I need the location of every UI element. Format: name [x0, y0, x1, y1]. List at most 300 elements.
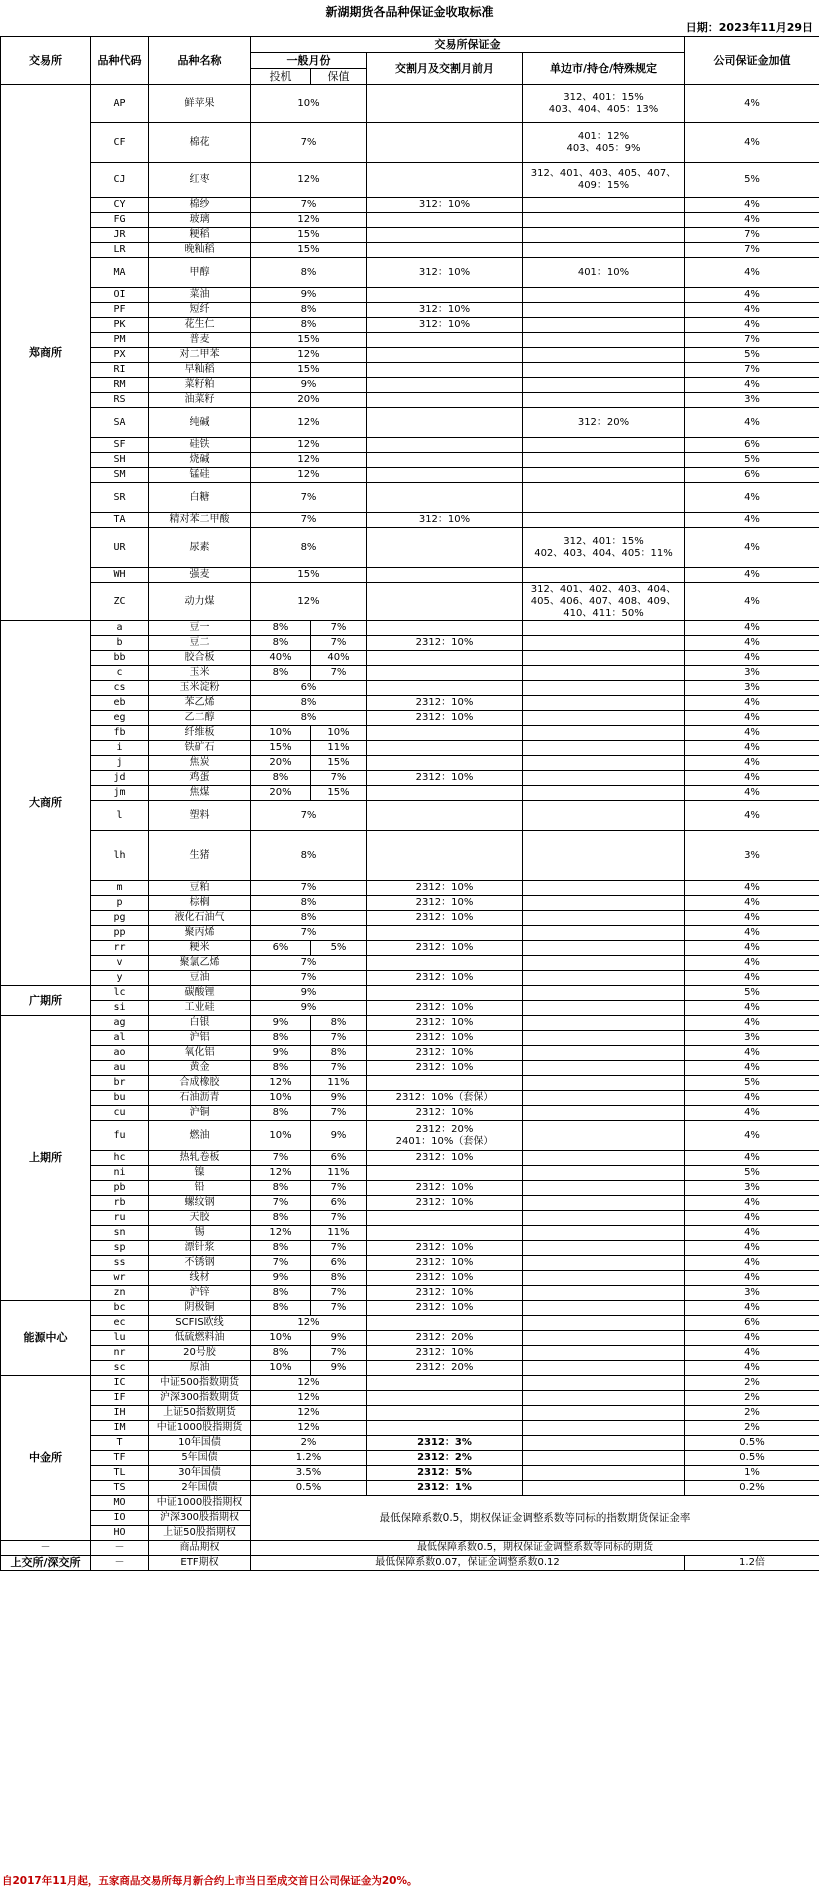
special-cell	[523, 756, 685, 771]
code-cell: SH	[91, 453, 149, 468]
delivery-cell	[367, 85, 523, 123]
special-cell	[523, 1256, 685, 1271]
delivery-cell: 2312：10%	[367, 1106, 523, 1121]
name-cell: 碳酸锂	[149, 986, 251, 1001]
table-row	[1, 696, 819, 711]
special-cell	[523, 711, 685, 726]
table-row	[1, 971, 819, 986]
delivery-cell: 2312：10%	[367, 1286, 523, 1301]
spec-cell: 8%	[251, 1106, 311, 1121]
general-cell: 7%	[251, 926, 367, 941]
special-cell	[523, 1286, 685, 1301]
company-add-cell: 4%	[685, 1271, 819, 1286]
hedge-cell: 7%	[311, 771, 367, 786]
delivery-cell	[367, 213, 523, 228]
name-cell: 豆油	[149, 971, 251, 986]
code-cell: ZC	[91, 583, 149, 621]
code-cell: TF	[91, 1451, 149, 1466]
table-row	[1, 1121, 819, 1151]
exchange-cell: 大商所	[1, 621, 91, 986]
table-row	[1, 303, 819, 318]
general-cell: 12%	[251, 453, 367, 468]
delivery-cell	[367, 956, 523, 971]
code-cell: p	[91, 896, 149, 911]
delivery-cell: 2312：10%	[367, 881, 523, 896]
delivery-cell	[367, 651, 523, 666]
company-add-cell: 6%	[685, 438, 819, 453]
code-cell: ec	[91, 1316, 149, 1331]
table-row	[1, 1541, 819, 1556]
special-cell	[523, 303, 685, 318]
name-cell: 锡	[149, 1226, 251, 1241]
name-cell: 上证50指数期货	[149, 1406, 251, 1421]
company-add-cell: 4%	[685, 1016, 819, 1031]
special-cell	[523, 243, 685, 258]
general-cell: 8%	[251, 696, 367, 711]
general-cell: 8%	[251, 303, 367, 318]
table-row	[1, 911, 819, 926]
table-row	[1, 198, 819, 213]
delivery-cell: 2312：10%	[367, 1196, 523, 1211]
company-add-cell: 4%	[685, 786, 819, 801]
code-cell: IF	[91, 1391, 149, 1406]
header-exchange-margin: 交易所保证金	[251, 37, 685, 53]
special-cell	[523, 1046, 685, 1061]
company-add-cell: 4%	[685, 288, 819, 303]
table-row	[1, 726, 819, 741]
general-cell: 7%	[251, 881, 367, 896]
delivery-cell	[367, 453, 523, 468]
table-row	[1, 483, 819, 513]
spec-cell: 12%	[251, 1076, 311, 1091]
code-cell: cu	[91, 1106, 149, 1121]
company-add-cell: 4%	[685, 568, 819, 583]
company-add-cell: 4%	[685, 741, 819, 756]
name-cell: 红枣	[149, 163, 251, 198]
table-row	[1, 258, 819, 288]
company-add-cell: 7%	[685, 363, 819, 378]
special-cell	[523, 1436, 685, 1451]
company-add-cell: 4%	[685, 483, 819, 513]
special-cell	[523, 831, 685, 881]
name-cell: 乙二醇	[149, 711, 251, 726]
general-cell: 12%	[251, 348, 367, 363]
special-cell	[523, 1466, 685, 1481]
company-add-cell: 3%	[685, 393, 819, 408]
header-spec: 投机	[251, 69, 311, 85]
code-cell: hc	[91, 1151, 149, 1166]
spec-cell: 8%	[251, 1286, 311, 1301]
delivery-cell: 2312：10%	[367, 1061, 523, 1076]
code-cell: rr	[91, 941, 149, 956]
name-cell: 纯碱	[149, 408, 251, 438]
delivery-cell	[367, 483, 523, 513]
delivery-cell	[367, 786, 523, 801]
table-row	[1, 408, 819, 438]
company-add-cell: 3%	[685, 1286, 819, 1301]
general-cell: 15%	[251, 333, 367, 348]
company-add-cell: 7%	[685, 228, 819, 243]
special-cell	[523, 1151, 685, 1166]
etf-options-text: 最低保障系数0.07，保证金调整系数0.12	[251, 1556, 685, 1571]
delivery-cell	[367, 363, 523, 378]
table-row	[1, 621, 819, 636]
company-add-cell: 4%	[685, 881, 819, 896]
name-cell: 2年国债	[149, 1481, 251, 1496]
hedge-cell: 11%	[311, 1166, 367, 1181]
special-cell	[523, 513, 685, 528]
code-cell: al	[91, 1031, 149, 1046]
company-add-cell: 3%	[685, 1181, 819, 1196]
code-cell: －	[91, 1556, 149, 1571]
table-row	[1, 163, 819, 198]
general-cell: 15%	[251, 363, 367, 378]
code-cell: IO	[91, 1511, 149, 1526]
special-cell	[523, 986, 685, 1001]
general-cell: 0.5%	[251, 1481, 367, 1496]
name-cell: 粳稻	[149, 228, 251, 243]
table-row	[1, 1046, 819, 1061]
company-add-cell: 2%	[685, 1391, 819, 1406]
special-cell	[523, 1226, 685, 1241]
company-add-cell: 6%	[685, 468, 819, 483]
table-row	[1, 568, 819, 583]
table-row	[1, 1436, 819, 1451]
name-cell: 上证50股指期权	[149, 1526, 251, 1541]
company-add-cell: 2%	[685, 1376, 819, 1391]
table-row	[1, 926, 819, 941]
hedge-cell: 7%	[311, 1031, 367, 1046]
table-row	[1, 681, 819, 696]
delivery-cell	[367, 741, 523, 756]
company-add-cell: 2%	[685, 1421, 819, 1436]
special-cell	[523, 1076, 685, 1091]
delivery-cell	[367, 1376, 523, 1391]
table-row	[1, 1061, 819, 1076]
code-cell: jd	[91, 771, 149, 786]
name-cell: 短纤	[149, 303, 251, 318]
company-add-cell: 4%	[685, 1151, 819, 1166]
delivery-cell: 2312：10%	[367, 971, 523, 986]
name-cell: 工业硅	[149, 1001, 251, 1016]
name-cell: 铅	[149, 1181, 251, 1196]
hedge-cell: 6%	[311, 1151, 367, 1166]
delivery-cell: 2312：10%	[367, 1346, 523, 1361]
name-cell: 豆二	[149, 636, 251, 651]
name-cell: 不锈钢	[149, 1256, 251, 1271]
code-cell: T	[91, 1436, 149, 1451]
table-row	[1, 1391, 819, 1406]
name-cell: 沪铜	[149, 1106, 251, 1121]
special-cell	[523, 378, 685, 393]
header-name: 品种名称	[149, 37, 251, 85]
table-row	[1, 831, 819, 881]
delivery-cell	[367, 468, 523, 483]
table-row	[1, 513, 819, 528]
company-add-cell: 4%	[685, 1301, 819, 1316]
company-add-cell: 4%	[685, 1346, 819, 1361]
table-row	[1, 528, 819, 568]
delivery-cell: 312：10%	[367, 258, 523, 288]
general-cell: 2%	[251, 1436, 367, 1451]
special-cell	[523, 881, 685, 896]
table-row	[1, 711, 819, 726]
name-cell: 沪锌	[149, 1286, 251, 1301]
delivery-cell	[367, 378, 523, 393]
code-cell: rb	[91, 1196, 149, 1211]
special-cell	[523, 453, 685, 468]
spec-cell: 8%	[251, 636, 311, 651]
table-row	[1, 318, 819, 333]
name-cell: 合成橡胶	[149, 1076, 251, 1091]
company-add-cell: 4%	[685, 771, 819, 786]
code-cell: lu	[91, 1331, 149, 1346]
general-cell: 8%	[251, 711, 367, 726]
company-add-cell: 4%	[685, 303, 819, 318]
name-cell: 豆一	[149, 621, 251, 636]
name-cell: 镍	[149, 1166, 251, 1181]
general-cell: 9%	[251, 1001, 367, 1016]
code-cell: br	[91, 1076, 149, 1091]
code-cell: MA	[91, 258, 149, 288]
name-cell: 中证1000股指期货	[149, 1421, 251, 1436]
table-row	[1, 1331, 819, 1346]
code-cell: TS	[91, 1481, 149, 1496]
delivery-cell	[367, 986, 523, 1001]
spec-cell: 10%	[251, 1091, 311, 1106]
header-code: 品种代码	[91, 37, 149, 85]
header-delivery: 交割月及交割月前月	[367, 53, 523, 85]
general-cell: 7%	[251, 971, 367, 986]
company-add-cell: 4%	[685, 318, 819, 333]
company-add-cell: 5%	[685, 453, 819, 468]
code-cell: RI	[91, 363, 149, 378]
company-add-cell: 4%	[685, 711, 819, 726]
company-add-cell: 4%	[685, 896, 819, 911]
spec-cell: 6%	[251, 941, 311, 956]
code-cell: eb	[91, 696, 149, 711]
company-add-cell: 4%	[685, 956, 819, 971]
code-cell: ao	[91, 1046, 149, 1061]
hedge-cell: 7%	[311, 666, 367, 681]
spec-cell: 8%	[251, 1061, 311, 1076]
general-cell: 8%	[251, 528, 367, 568]
delivery-cell: 2312：20% 2401：10%（套保）	[367, 1121, 523, 1151]
company-add-cell: 4%	[685, 85, 819, 123]
name-cell: 聚氯乙烯	[149, 956, 251, 971]
delivery-cell: 2312：10%	[367, 1301, 523, 1316]
hedge-cell: 7%	[311, 1346, 367, 1361]
table-row	[1, 333, 819, 348]
exchange-cell: 中金所	[1, 1376, 91, 1541]
special-cell	[523, 213, 685, 228]
general-cell: 7%	[251, 483, 367, 513]
code-cell: zn	[91, 1286, 149, 1301]
delivery-cell	[367, 1226, 523, 1241]
table-row	[1, 1076, 819, 1091]
special-cell	[523, 483, 685, 513]
company-add-cell: 4%	[685, 621, 819, 636]
special-cell	[523, 941, 685, 956]
special-cell	[523, 1061, 685, 1076]
company-add-cell: 4%	[685, 1091, 819, 1106]
company-add-cell: 4%	[685, 1061, 819, 1076]
code-cell: WH	[91, 568, 149, 583]
header-hedge: 保值	[311, 69, 367, 85]
delivery-cell: 2312：10%	[367, 896, 523, 911]
code-cell: IM	[91, 1421, 149, 1436]
code-cell: y	[91, 971, 149, 986]
name-cell: 苯乙烯	[149, 696, 251, 711]
code-cell: eg	[91, 711, 149, 726]
name-cell: 10年国债	[149, 1436, 251, 1451]
special-cell	[523, 1001, 685, 1016]
special-cell	[523, 1121, 685, 1151]
spec-cell: 8%	[251, 1181, 311, 1196]
code-cell: JR	[91, 228, 149, 243]
name-cell: 塑料	[149, 801, 251, 831]
name-cell: 甲醇	[149, 258, 251, 288]
company-add-cell: 4%	[685, 911, 819, 926]
name-cell: 烧碱	[149, 453, 251, 468]
delivery-cell	[367, 831, 523, 881]
delivery-cell: 312：10%	[367, 318, 523, 333]
table-row	[1, 393, 819, 408]
table-row	[1, 348, 819, 363]
delivery-cell: 2312：10%（套保）	[367, 1091, 523, 1106]
delivery-cell	[367, 1211, 523, 1226]
delivery-cell	[367, 228, 523, 243]
company-add-cell: 3%	[685, 681, 819, 696]
delivery-cell	[367, 568, 523, 583]
company-add-cell: 4%	[685, 801, 819, 831]
special-cell	[523, 198, 685, 213]
special-cell	[523, 666, 685, 681]
code-cell: MO	[91, 1496, 149, 1511]
table-row	[1, 1496, 819, 1511]
table-row	[1, 1286, 819, 1301]
code-cell: RM	[91, 378, 149, 393]
special-cell	[523, 1421, 685, 1436]
name-cell: 氧化铝	[149, 1046, 251, 1061]
special-cell	[523, 1091, 685, 1106]
code-cell: LR	[91, 243, 149, 258]
general-cell: 12%	[251, 1376, 367, 1391]
special-cell	[523, 696, 685, 711]
general-cell: 7%	[251, 123, 367, 163]
spec-cell: 7%	[251, 1196, 311, 1211]
code-cell: wr	[91, 1271, 149, 1286]
company-add-cell: 4%	[685, 123, 819, 163]
general-cell: 15%	[251, 243, 367, 258]
name-cell: SCFIS欧线	[149, 1316, 251, 1331]
delivery-cell	[367, 666, 523, 681]
hedge-cell: 11%	[311, 1226, 367, 1241]
special-cell	[523, 318, 685, 333]
delivery-cell: 2312：10%	[367, 636, 523, 651]
hedge-cell: 9%	[311, 1361, 367, 1376]
name-cell: 天胶	[149, 1211, 251, 1226]
table-row	[1, 1271, 819, 1286]
company-add-cell: 4%	[685, 1106, 819, 1121]
general-cell: 12%	[251, 468, 367, 483]
table-row	[1, 1196, 819, 1211]
special-cell	[523, 786, 685, 801]
hedge-cell: 40%	[311, 651, 367, 666]
name-cell: 菜油	[149, 288, 251, 303]
company-add-cell: 4%	[685, 1121, 819, 1151]
delivery-cell	[367, 393, 523, 408]
delivery-cell: 312：10%	[367, 303, 523, 318]
special-cell	[523, 1016, 685, 1031]
spec-cell: 8%	[251, 1031, 311, 1046]
hedge-cell: 7%	[311, 1211, 367, 1226]
hedge-cell: 9%	[311, 1121, 367, 1151]
name-cell: 沪深300股指期权	[149, 1511, 251, 1526]
company-add-cell: 4%	[685, 1046, 819, 1061]
general-cell: 12%	[251, 583, 367, 621]
special-cell	[523, 771, 685, 786]
general-cell: 8%	[251, 318, 367, 333]
special-cell	[523, 1376, 685, 1391]
delivery-cell	[367, 926, 523, 941]
general-cell: 9%	[251, 378, 367, 393]
table-row	[1, 1451, 819, 1466]
code-cell: sn	[91, 1226, 149, 1241]
header-special: 单边市/持仓/特殊规定	[523, 53, 685, 85]
general-cell: 9%	[251, 288, 367, 303]
special-cell	[523, 1106, 685, 1121]
code-cell: pb	[91, 1181, 149, 1196]
table-row	[1, 1361, 819, 1376]
code-cell: UR	[91, 528, 149, 568]
code-cell: v	[91, 956, 149, 971]
name-cell: 鸡蛋	[149, 771, 251, 786]
table-row	[1, 786, 819, 801]
code-cell: IH	[91, 1406, 149, 1421]
general-cell: 15%	[251, 568, 367, 583]
name-cell: 生猪	[149, 831, 251, 881]
delivery-cell: 312：10%	[367, 198, 523, 213]
option-merged-cell: 最低保障系数0.5，期权保证金调整系数等同标的指数期货保证金率	[251, 1496, 819, 1541]
delivery-cell: 312：10%	[367, 513, 523, 528]
delivery-cell: 2312：1%	[367, 1481, 523, 1496]
name-cell: 棉花	[149, 123, 251, 163]
company-add-cell: 3%	[685, 831, 819, 881]
delivery-cell	[367, 1421, 523, 1436]
special-cell	[523, 1391, 685, 1406]
company-add-cell: 3%	[685, 666, 819, 681]
code-cell: i	[91, 741, 149, 756]
code-cell: ru	[91, 1211, 149, 1226]
name-cell: 5年国债	[149, 1451, 251, 1466]
general-cell: 6%	[251, 681, 367, 696]
table-row	[1, 123, 819, 163]
company-add-cell: 7%	[685, 243, 819, 258]
exchange-cell: 广期所	[1, 986, 91, 1016]
general-cell: 7%	[251, 513, 367, 528]
spec-cell: 12%	[251, 1226, 311, 1241]
table-row	[1, 1001, 819, 1016]
name-cell: 铁矿石	[149, 741, 251, 756]
company-add-cell: 4%	[685, 926, 819, 941]
spec-cell: 9%	[251, 1046, 311, 1061]
table-row	[1, 801, 819, 831]
general-cell: 9%	[251, 986, 367, 1001]
hedge-cell: 7%	[311, 1241, 367, 1256]
name-cell: 对二甲苯	[149, 348, 251, 363]
general-cell: 8%	[251, 831, 367, 881]
